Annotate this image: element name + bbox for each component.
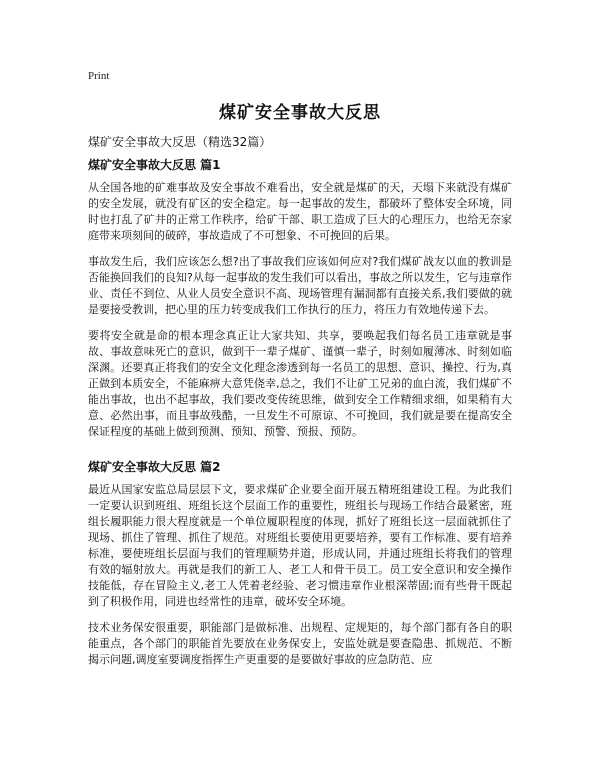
- document-title: 煤矿安全事故大反思: [219, 103, 381, 123]
- paragraph: 要将安全就是命的根本理念真正让大家共知、共享，要唤起我们每名员工违章就是事故、事故意味死亡的意识，做到干一辈子煤矿、谨慎一辈子，时刻如履薄冰、时刻如临深渊。还要真正将我们的安全文化理念渗透到每一名员工的思想、意识、操控、行为,真正做到本质安全，不能麻痹大意凭侥幸,总之，我们不让矿工兄弟的血白流，我们煤矿不能出事故，也出不起事故，我们要改变传统思维，做到安全工作精细求细，如果稍有大意、必然出事，而且事故残酷，一旦发生不可原谅、不可挽回，我们就是要在提高安全保证程度的基础上做到预测、预知、预警、预报、预防。: [88, 329, 512, 438]
- document-body: [88, 156, 512, 678]
- section-heading: 煤矿安全事故大反思 篇2: [88, 460, 221, 474]
- paragraph: 从全国各地的矿难事故及安全事故不难看出，安全就是煤矿的天，天塌下来就没有煤矿的安全发展，就没有矿区的安全稳定。每一起事故的发生，都破坏了整体安全环境，同时也打乱了矿井的正常工作秩序，给矿干部、职工造成了巨大的心理压力，也给无奈家庭带来项刻间的破碎，事故造成了不可想象、不可挽回的后果。: [88, 181, 512, 242]
- paragraph: 事故发生后，我们应该怎么想?出了事故我们应该如何应对?我们煤矿战友以血的教训是否能换回我们的良知?从每一起事故的发生我们可以看出，事故之所以发生，它与违章作业、责任不到位、从业人员安全意识不高、现场管理有漏洞都有直接关系,我们要做的就是要接受教训，把心里的压力转变成我们工作执行的压力，将压力有效地传递下去。: [88, 255, 512, 316]
- document-subtitle: 煤矿安全事故大反思（精选32篇）: [88, 135, 272, 149]
- section-2: [88, 458, 512, 668]
- paragraph: 最近从国家安监总局层层下文，要求煤矿企业要全面开展五精班组建设工程。为此我们一定要认识到班组、班组长这个层面工作的重要性，班组长与现场工作结合最紧密，班组长履职能力很大程度就是一个单位履职程度的体现，抓好了班组长这一层面就抓住了现场、抓住了管理、抓住了规范。对班组长要使用更要培养，要有工作标准、要有培养标准，要使班组长层面与我们的管理顺势并道，形成认同，并通过班组长将我们的管理有效的辐射放大。再就是我们的新工人、老工人和骨干员工。员工安全意识和安全操作技能低，存在冒险主义,老工人凭着老经验、老习惯违章作业根深蒂固;而有些骨干既起到了积极作用，同进也经常性的违章，破坏安全环境。: [88, 483, 512, 608]
- section-heading: 煤矿安全事故大反思 篇1: [88, 158, 221, 172]
- paragraph: 技术业务保安很重要，职能部门是做标准、出规程、定规矩的，每个部门都有各自的职能重点，各个部门的职能首先要放在业务保安上，安监处就是要查隐患、抓规范、不断揭示问题,调度室要调度指挥生产更重要的是要做好事故的应急防范、应: [88, 621, 512, 666]
- print-link[interactable]: Print: [88, 70, 110, 82]
- section-1: [88, 156, 512, 440]
